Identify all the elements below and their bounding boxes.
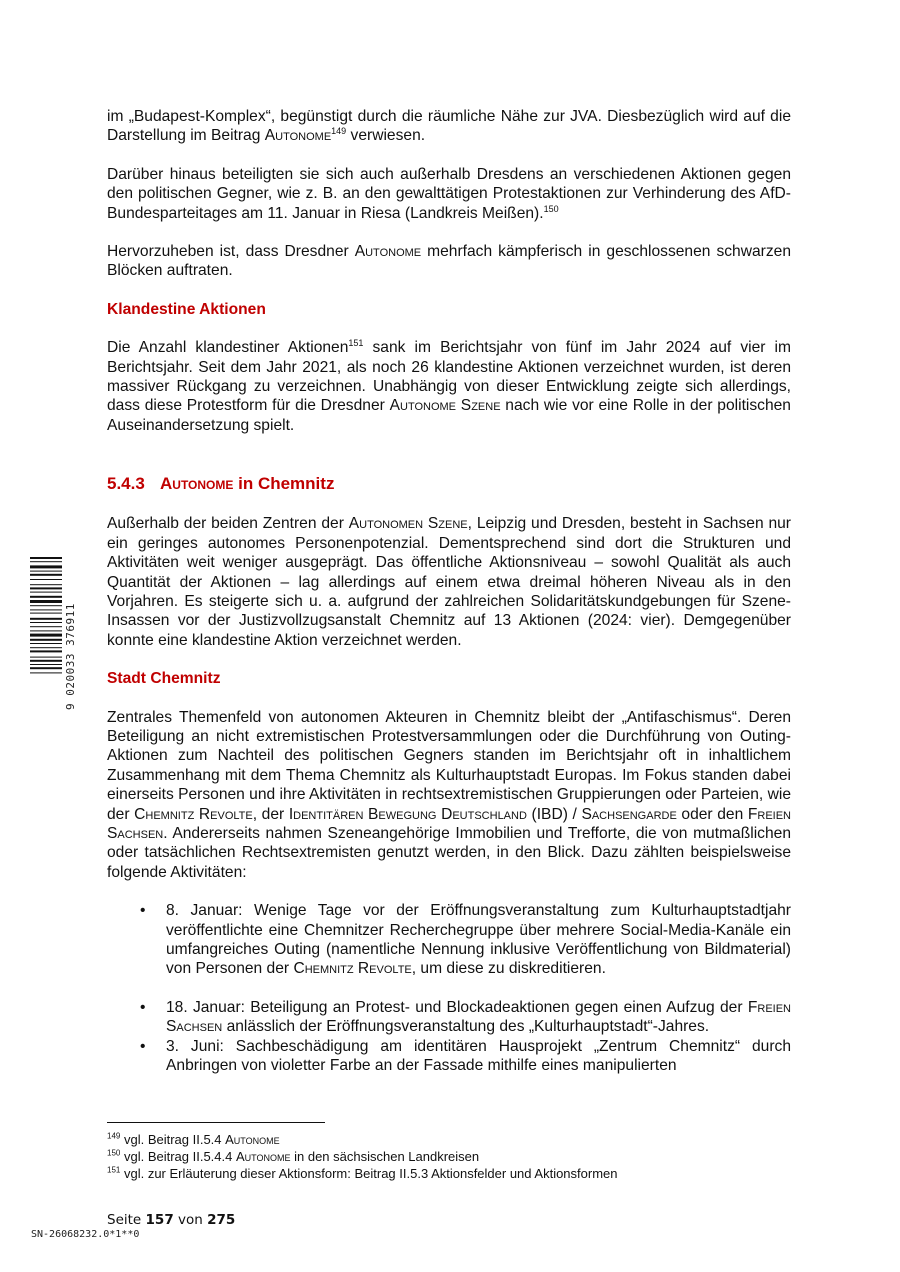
barcode-digits: 9 020033 376911 [64,603,77,710]
paragraph-4: Die Anzahl klandestiner Aktionen$^{151}$ sank im Berichtsjahr von fünf im Jahr 2024 auf vier im Berichtsjahr. Seit dem Jahr 2021, als noch 26 klandestine Aktionen verzeichnet wurden, ist deren massiver Rückgang zu verzeichnen. Unabhängig von dieser Entwicklung zeigte sich allerdings, dass diese Protestform für die Dresdner Autonome Szene nach wie vor eine Rolle in der politischen Auseinandersetzung spielt. [107,338,791,434]
footnote-149: $^{149}$ vgl. Beitrag II.5.4 Autonome [107,1131,280,1147]
paragraph-1: im „Budapest-Komplex“, begünstigt durch die räumliche Nähe zur JVA. Diesbezüglich wird auf die Darstellung im Beitrag Autonome$^{149}$ verwiesen. [107,108,791,145]
heading-stadt-chemnitz: Stadt Chemnitz [107,670,221,688]
activity-list [107,901,791,1075]
document-code: SN-26068232.0*1**0 [31,1229,140,1240]
footnote-divider [107,1122,325,1123]
paragraph-6: Zentrales Themenfeld von autonomen Akteuren in Chemnitz bleibt der „Antifaschismus“. Deren Beteiligung an nicht extremistischen Protestversammlungen oder die Durchführung von Outing-Aktionen zum Nachteil des politischen Gegners standen im Berichtsjahr oft in inhaltlichem Zusammenhang mit dem Thema Chemnitz als Kulturhauptstadt Europas. Im Fokus standen dabei einerseits Personen und ihre Aktivitäten in rechtsextremistischen Gruppierungen oder Parteien, wie der Chemnitz Revolte, der Identitären Bewegung Deutschland (IBD) / Sachsengarde oder den Freien Sachsen. Andererseits nahmen Szeneangehörige Immobilien und Trefforte, die von mutmaßlichen oder tatsächlichen Rechtsextremisten genutzt werden, in den Blick. Dazu zählten beispielsweise folgende Aktivitäten: [107,708,791,881]
paragraph-3: Hervorzuheben ist, dass Dresdner Autonome mehrfach kämpferisch in geschlossenen schwarzen Blöcken auftraten. [107,243,791,280]
footnote-150: $^{150}$ vgl. Beitrag II.5.4.4 Autonome in den sächsischen Landkreisen [107,1148,480,1164]
list-item: • 18. Januar: Beteiligung an Protest- und Blockadeaktionen gegen einen Aufzug der Freien Sachsen anlässlich der Eröffnungsveranstaltung des „Kulturhauptstadt“-Jahres. [107,998,791,1037]
footnote-ref-149: 149 [331,126,347,137]
page-body [107,107,791,1075]
page-number: Seite 157 von 275 [107,1212,236,1228]
footnote-ref-151: 151 [348,338,364,349]
footnote-151: $^{151}$ vgl. zur Erläuterung dieser Aktionsform: Beitrag II.5.3 Aktionsfelder und Aktionsformen [107,1165,618,1181]
paragraph-5: Außerhalb der beiden Zentren der Autonomen Szene, Leipzig und Dresden, besteht in Sachsen nur ein geringes autonomes Personenpotenzial. Dementsprechend sind dort die Strukturen und Aktivitäten weit weniger ausgeprägt. Das öffentliche Aktionsniveau – sowohl Qualität als auch Quantität der Aktionen – lag allerdings auf einem etwa dreimal höheren Niveau als in den Vorjahren. Es steigerte sich u. a. aufgrund der zahlreichen Solidaritätskundgebungen für Szene-Insassen vor der Justizvollzugsanstalt Chemnitz auf 13 Aktionen (2024: vier). Demgegenüber konnte eine klandestine Aktion verzeichnet werden. [107,515,791,649]
heading-klandestine-aktionen: Klandestine Aktionen [107,300,266,318]
section-heading-5-4-3: 5.4.3 Autonome in Chemnitz [107,474,335,494]
list-item: • 8. Januar: Wenige Tage vor der Eröffnungsveranstaltung zum Kulturhauptstadtjahr veröffentlichte eine Chemnitzer Recherchegruppe über mehrere Social-Media-Kanäle ein umfangreiches Outing (namentliche Nennung inklusive Veröffentlichung von Bildmaterial) von Personen der Chemnitz Revolte, um diese zu diskreditieren. [107,901,791,979]
footnotes [107,1131,791,1182]
footnote-ref-150: 150 [543,203,559,214]
section-number: 5.4.3 [107,474,145,494]
paragraph-2: Darüber hinaus beteiligten sie sich auch außerhalb Dresdens an verschiedenen Aktionen gegen den politischen Gegner, wie z. B. an den gewalttätigen Protestaktionen zur Verhinderung des AfD-Bundesparteitages am 11. Januar in Riesa (Landkreis Meißen).$^{150}$ [107,165,791,222]
list-item: • 3. Juni: Sachbeschädigung am identitären Hausprojekt „Zentrum Chemnitz“ durch Anbringen von violetter Farbe an der Fassade mithilfe eines manipulierten [107,1037,791,1076]
